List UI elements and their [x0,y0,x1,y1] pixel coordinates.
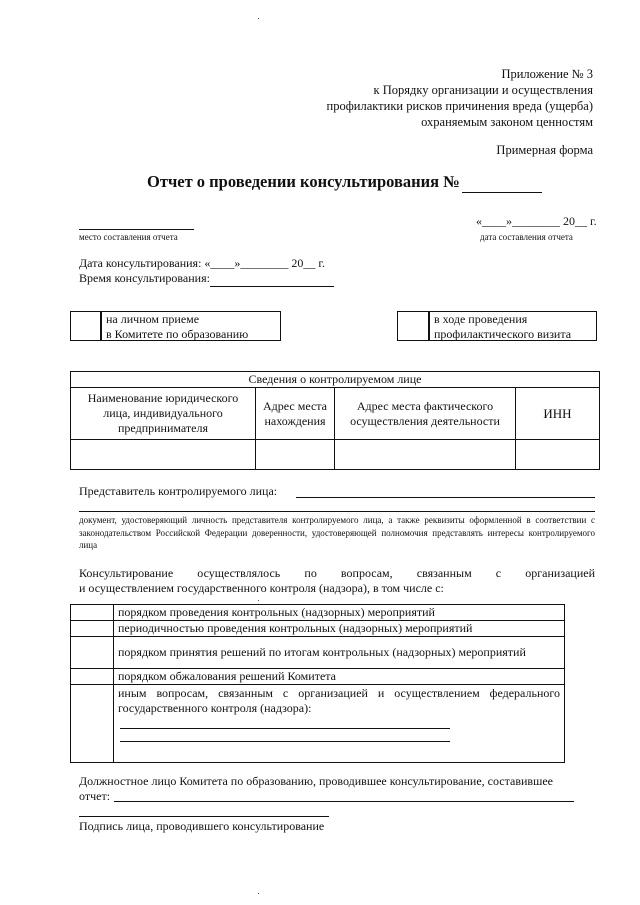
consult-date-field[interactable]: «____»________ 20__ г. [204,256,325,270]
place-caption: место составления отчета [79,232,178,242]
option-in-person-line1: на личном приеме [106,312,200,326]
issue-checkbox-5[interactable] [71,685,114,763]
issue-checkbox-4[interactable] [71,669,114,685]
issue-checkbox-2[interactable] [71,621,114,637]
entity-table-title: Сведения о контролируемом лице [71,372,600,388]
other-issue-line-2[interactable] [120,741,450,742]
entity-name-cell[interactable] [71,440,256,470]
representative-note: документ, удостоверяющий личность представителя контролируемого лица, а также реквизиты оформленной в соответствии с законодательством Российской Федерации доверенности, удостоверяющей полномочия представлять интересы контролируемого лица [79,515,595,550]
entity-actual-address-cell[interactable] [335,440,516,470]
entity-col-address: Адрес места нахождения [256,388,335,440]
consult-time-label: Время консультирования: [79,271,210,285]
annex-line-3: профилактики рисков причинения вреда (ущерба) [326,99,593,113]
entity-address-cell[interactable] [256,440,335,470]
consult-time-field[interactable] [210,271,334,287]
issue-checkbox-3[interactable] [71,637,114,669]
report-number-field[interactable] [462,172,542,193]
entity-inn-cell[interactable] [516,440,600,470]
form-note: Примерная форма [496,143,593,157]
issue-item-1: порядком проведения контрольных (надзорных) мероприятий [114,605,565,621]
report-date-caption: дата составления отчета [480,232,573,242]
scan-speck [258,18,259,19]
official-line2: отчет: [79,789,111,803]
entity-col-inn: ИНН [516,388,600,440]
page-title-text: Отчет о проведении консультирования № [147,172,460,191]
issue-item-4: порядком обжалования решений Комитета [114,669,565,685]
checkbox-visit[interactable] [397,311,429,341]
option-visit-line1: в ходе проведения [434,312,528,326]
other-issue-line-1[interactable] [120,728,450,729]
option-visit [429,311,597,341]
annex-line-4: охраняемым законом ценностям [421,115,593,129]
issues-intro-line2: и осуществлением государственного контроля (надзора), в том числе с: [79,581,444,595]
issue-item-5-cell [114,685,565,763]
place-field[interactable] [79,229,194,230]
issues-intro-line1: Консультирование осуществлялось по вопросам, связанным с организацией [79,566,595,580]
consult-time-row [79,271,334,287]
signature-field[interactable] [79,816,329,817]
page-title [147,172,542,193]
official-field[interactable] [114,801,574,802]
entity-col-actual-address: Адрес места фактического осуществления деятельности [335,388,516,440]
issue-checkbox-1[interactable] [71,605,114,621]
issue-item-2: периодичностью проведения контрольных (надзорных) мероприятий [114,621,565,637]
representative-doc-field[interactable] [79,511,595,512]
option-in-person [101,311,281,341]
scan-speck [258,600,259,601]
annex-number: Приложение № 3 [501,67,593,81]
representative-field[interactable] [296,497,595,498]
entity-col-name: Наименование юридического лица, индивидуального предпринимателя [71,388,256,440]
consult-date-label: Дата консультирования: [79,256,202,270]
annex-line-2: к Порядку организации и осуществления [373,83,593,97]
option-in-person-line2: в Комитете по образованию [106,327,249,341]
option-visit-line2: профилактического визита [434,327,572,341]
official-line1: Должностное лицо Комитета по образованию, проводившее консультирование, составившее [79,774,553,788]
representative-label: Представитель контролируемого лица: [79,484,278,498]
scan-speck [258,893,259,894]
consult-date-row [79,256,325,271]
checkbox-in-person[interactable] [70,311,101,341]
signature-caption: Подпись лица, проводившего консультирование [79,819,325,833]
entity-table [70,371,600,470]
issue-item-3: порядком принятия решений по итогам контрольных (надзорных) мероприятий [114,637,565,669]
issues-table [70,604,565,763]
report-date-field[interactable]: «____»________ 20__ г. [476,214,597,228]
issue-item-5: иным вопросам, связанным с организацией и осуществлением федерального государственного контроля (надзора): [118,686,560,715]
